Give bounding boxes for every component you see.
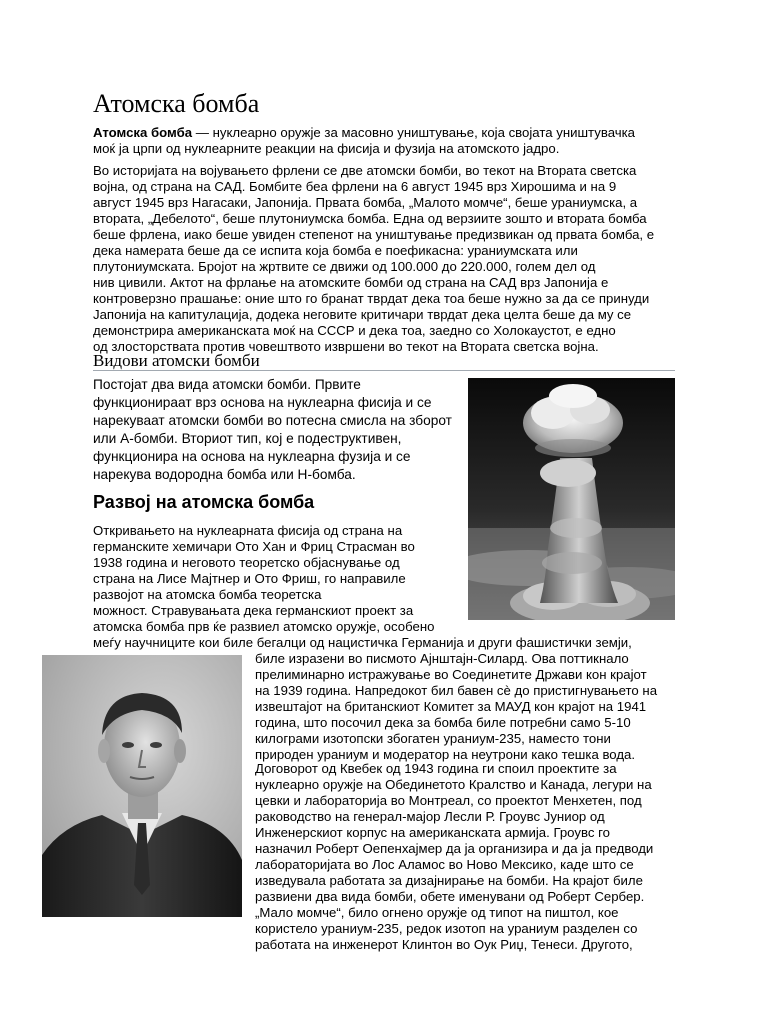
text-line: меѓу научниците кои биле бегалци од нацистичка Германија и други фашистички земји, — [93, 635, 632, 650]
text-line: природен ураниум и модератор на неутрони како тешка вода. — [255, 747, 636, 762]
mushroom-cloud-photo — [468, 378, 675, 620]
section-divider — [93, 370, 675, 371]
text-line: Постојат два вида атомски бомби. Првите — [93, 377, 361, 392]
text-line: страна на Лисе Мајтнер и Ото Фриш, го направиле — [93, 571, 406, 586]
text-line: на 1939 година. Напредокот бил бавен сè до пристигнувањето на — [255, 683, 658, 698]
intro-line1-text: — нуклеарно оружје за масовно уништување, која својата уништувачка — [192, 125, 636, 140]
text-line: Откривањето на нуклеарната фисија од страна на — [93, 523, 403, 538]
portrait-photo — [42, 655, 242, 917]
text-line: изведувала работата за дизајнирање на бомби. На крајот биле — [255, 873, 643, 888]
text-line: назначил Роберт Оепенхајмер да ја организира и да ја предводи — [255, 841, 654, 856]
text-line: или А-бомби. Вториот тип, кој е подеструктивен, — [93, 431, 402, 446]
intro-paragraph — [93, 125, 683, 157]
text-line: биле изразени во писмото Ајнштајн-Силард. Ова поттикнало — [255, 651, 629, 666]
text-line: Во историјата на војувањето фрлени се две атомски бомби, во текот на Втората светска — [93, 163, 637, 178]
text-line: нив цивили. Актот на фрлање на атомските бомби од страна на САД врз Јапонија е — [93, 275, 609, 290]
text-line: демонстрира американската моќ на СССР и дека тоа, заедно со Холокаустот, е едно — [93, 323, 616, 338]
text-line: август 1945 врз Нагасаки, Јапонија. Првата бомба, „Малото момче“, беше ураниумска, а — [93, 195, 638, 210]
text-line: од злосторствата против човештвото извршени во текот на Втората светска војна. — [93, 339, 599, 354]
text-line: плутониумската. Бројот на жртвите се движи од 100.000 до 220.000, голем дел од — [93, 259, 596, 274]
text-line: атомска бомба прв ќе развиел атомско оружје, особено — [93, 619, 435, 634]
intro-line: моќ ја црпи од нуклеарните реакции на фисија и фузија на атомското јадро. — [93, 141, 560, 156]
text-line: беше фрлена, иако беше увиден степенот на уништување предизвикан од првата бомба, е — [93, 227, 655, 242]
text-line: прелиминарно истражување во Соединетите Држави кон крајот — [255, 667, 647, 682]
text-line: функционира на основа на нуклеарна фузија и се — [93, 449, 411, 464]
text-line: дека намерата беше да се испита која бомба е поефикасна: ураниумската или — [93, 243, 578, 258]
text-line: лабораторијата во Лос Аламос во Ново Мексико, каде што се — [255, 857, 634, 872]
text-line: развојот на атомска бомба теоретска — [93, 587, 322, 602]
text-line: Инженерскиот корпус на американската армија. Гроувс го — [255, 825, 610, 840]
section-heading-types: Видови атомски бомби — [93, 351, 260, 370]
text-line: Јапонија на капитулација, додека неговите критичари тврдат дека целта беше да му се — [93, 307, 632, 322]
text-line: Договорот од Квебек од 1943 година ги споил проектите за — [255, 761, 617, 776]
text-line: војна, од страна на САД. Бомбите беа фрлени на 6 август 1945 врз Хирошима и на 9 — [93, 179, 617, 194]
text-line: нуклеарно оружје на Обединетото Кралство и Канада, легури на — [255, 777, 652, 792]
text-line: нарекува водородна бомба или Н-бомба. — [93, 467, 356, 482]
text-line: извештајот на британскиот Комитет за МАУД кон крајот на 1941 — [255, 699, 647, 714]
page-title: Атомска бомба — [93, 89, 260, 118]
text-line: „Мало момче“, било огнено оружје од типот на пиштол, кое — [255, 905, 619, 920]
text-line: година, што посочил дека за бомба биле потребни само 5-10 — [255, 715, 631, 730]
text-line: работата на инженерот Клинтон во Оук Риџ, Тенеси. Другото, — [255, 937, 633, 952]
text-line: раководство на генерал-мајор Лесли Р. Гроувс Јуниор од — [255, 809, 605, 824]
text-line: германските хемичари Ото Хан и Фриц Страсман во — [93, 539, 415, 554]
intro-line — [93, 125, 683, 141]
history-paragraph — [93, 163, 683, 355]
text-line: функционираат врз основа на нуклеарна фисија и се — [93, 395, 432, 410]
text-line: 1938 година и неговото теоретско објаснување од — [93, 555, 400, 570]
text-line: нарекуваат атомски бомби во потесна смисла на зборот — [93, 413, 452, 428]
text-line: килограми изотопски збогатен ураниум-235, наместо тони — [255, 731, 611, 746]
section-heading-development: Развој на атомска бомба — [93, 492, 315, 512]
intro-bold-term: Атомска бомба — [93, 125, 193, 140]
text-line: развиени два вида бомби, обете именувани од Роберт Сербер. — [255, 889, 645, 904]
text-line: користело ураниум-235, редок изотоп на ураниум разделен со — [255, 921, 638, 936]
development-paragraph-b — [255, 651, 685, 763]
text-line: цевки и лабораторија во Монтреал, со проектот Менхетен, под — [255, 793, 642, 808]
text-line: можност. Стравувањата дека германскиот проект за — [93, 603, 414, 618]
types-paragraph — [93, 376, 463, 484]
development-paragraph-c — [255, 761, 685, 953]
text-line: втората, „Дебелото“, беше плутониумска бомба. Една од верзиите зошто и втората бомба — [93, 211, 647, 226]
text-line: контроверзно прашање: оние што го бранат тврдат дека тоа беше нужно за да се принуди — [93, 291, 650, 306]
